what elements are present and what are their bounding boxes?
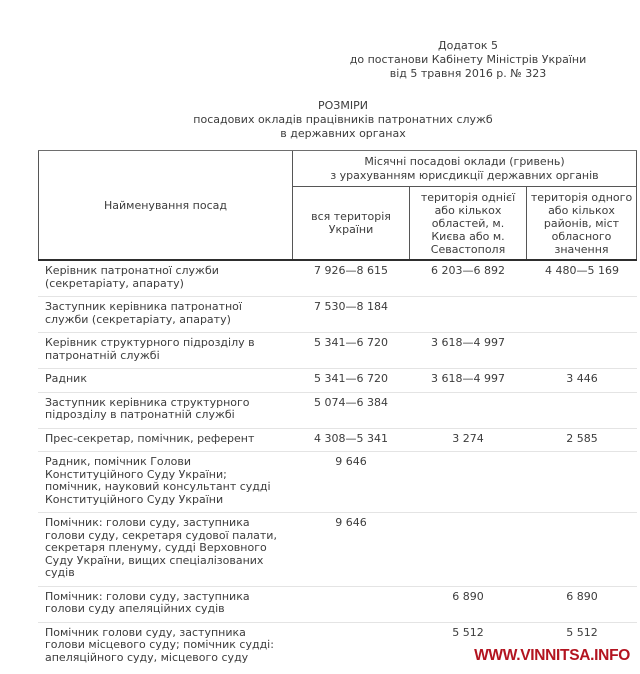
group-header bbox=[293, 151, 636, 187]
value-all-territory: 7 530—8 184 bbox=[314, 300, 388, 313]
value-raion-level: 2 585 bbox=[566, 431, 598, 445]
value-oblast-level bbox=[409, 516, 527, 580]
salary-columns-group bbox=[293, 151, 637, 259]
value-oblast-level: 5 512 bbox=[452, 625, 484, 639]
appendix-reference bbox=[322, 39, 614, 81]
appendix-line-1: Додаток 5 bbox=[438, 39, 498, 52]
table-row bbox=[38, 261, 637, 296]
column-header-positions: Найменування посад bbox=[38, 151, 293, 259]
value-oblast-level: 3 274 bbox=[452, 431, 484, 445]
value-raion-level bbox=[527, 300, 637, 326]
table-header bbox=[38, 150, 637, 261]
value-oblast-level bbox=[409, 396, 527, 422]
document-title bbox=[38, 99, 640, 141]
value-raion-level bbox=[527, 455, 637, 506]
value-oblast-level bbox=[409, 300, 527, 326]
column-header-raion-level: територія одного або кількох районів, міст обласного значення bbox=[530, 190, 633, 256]
appendix-line-2: до постанови Кабінету Міністрів України bbox=[349, 53, 587, 66]
position-cell: Радник, помічник Голови Конституційного Суду України; помічник, науковий консультант судді Конституційного Суду України bbox=[45, 455, 271, 506]
table-row bbox=[38, 428, 637, 452]
table-row bbox=[38, 451, 637, 512]
position-cell: Помічник: голови суду, заступника голови суду апеляційних судів bbox=[45, 589, 250, 615]
value-all-territory: 9 646 bbox=[335, 455, 367, 468]
table-row bbox=[38, 392, 637, 428]
value-all-territory: 4 308—5 341 bbox=[314, 431, 388, 445]
value-raion-level bbox=[527, 396, 637, 422]
value-oblast-level: 3 618—4 997 bbox=[431, 336, 505, 349]
value-raion-level: 6 890 bbox=[566, 589, 598, 603]
position-cell: Радник bbox=[45, 372, 87, 385]
value-oblast-level: 3 618—4 997 bbox=[431, 372, 505, 385]
value-all-territory: 5 341—6 720 bbox=[314, 336, 388, 349]
position-cell: Помічник: голови суду, заступника голови суду, секретаря судової палати, секретаря пленуму, судді Верховного Суду України, вищих спеціалізованих судів bbox=[45, 516, 277, 579]
title-line-3: в державних органах bbox=[280, 127, 406, 140]
table-body bbox=[38, 261, 637, 670]
value-all-territory bbox=[293, 626, 409, 665]
table-row bbox=[38, 332, 637, 368]
value-raion-level: 5 512 bbox=[566, 625, 598, 639]
value-raion-level: 3 446 bbox=[566, 372, 598, 385]
group-header-line-1: Місячні посадові оклади (гривень) bbox=[364, 154, 565, 168]
position-cell: Заступник керівника патронатної служби (секретаріату, апарату) bbox=[45, 300, 242, 326]
sub-header-row bbox=[293, 187, 636, 259]
table-row bbox=[38, 296, 637, 332]
table-row bbox=[38, 512, 637, 586]
value-all-territory: 5 074—6 384 bbox=[314, 395, 388, 409]
position-cell: Керівник патронатної служби (секретаріату, апарату) bbox=[45, 264, 219, 290]
value-raion-level bbox=[527, 336, 637, 362]
value-oblast-level bbox=[409, 455, 527, 506]
position-cell: Керівник структурного підрозділу в патронатній службі bbox=[45, 336, 255, 362]
value-all-territory: 5 341—6 720 bbox=[314, 372, 388, 385]
value-oblast-level: 6 203—6 892 bbox=[431, 264, 505, 277]
position-cell: Прес-секретар, помічник, референт bbox=[45, 431, 255, 445]
position-cell: Заступник керівника структурного підрозділу в патронатній службі bbox=[45, 395, 250, 421]
position-cell: Помічник голови суду, заступника голови місцевого суду; помічник судді: апеляційного суду, місцевого суду bbox=[45, 625, 274, 664]
column-header-all-territory: вся територія України bbox=[311, 210, 391, 236]
group-header-line-2: з урахуванням юрисдикції державних органів bbox=[330, 168, 599, 182]
value-all-territory: 9 646 bbox=[335, 516, 367, 529]
value-all-territory bbox=[293, 590, 409, 616]
value-all-territory: 7 926—8 615 bbox=[314, 264, 388, 277]
appendix-line-3: від 5 травня 2016 р. № 323 bbox=[389, 67, 547, 80]
site-watermark: WWW.VINNITSA.INFO bbox=[474, 647, 630, 664]
value-raion-level: 4 480—5 169 bbox=[545, 264, 619, 277]
title-line-2: посадових окладів працівників патронатних служб bbox=[193, 113, 493, 126]
salary-table bbox=[38, 150, 637, 670]
value-raion-level bbox=[527, 516, 637, 580]
column-header-oblast-level: територія однієї або кількох областей, м. Києва або м. Севастополя bbox=[409, 187, 527, 259]
value-oblast-level: 6 890 bbox=[452, 589, 484, 603]
table-row bbox=[38, 586, 637, 622]
title-line-1: РОЗМІРИ bbox=[318, 99, 368, 112]
table-row bbox=[38, 368, 637, 392]
